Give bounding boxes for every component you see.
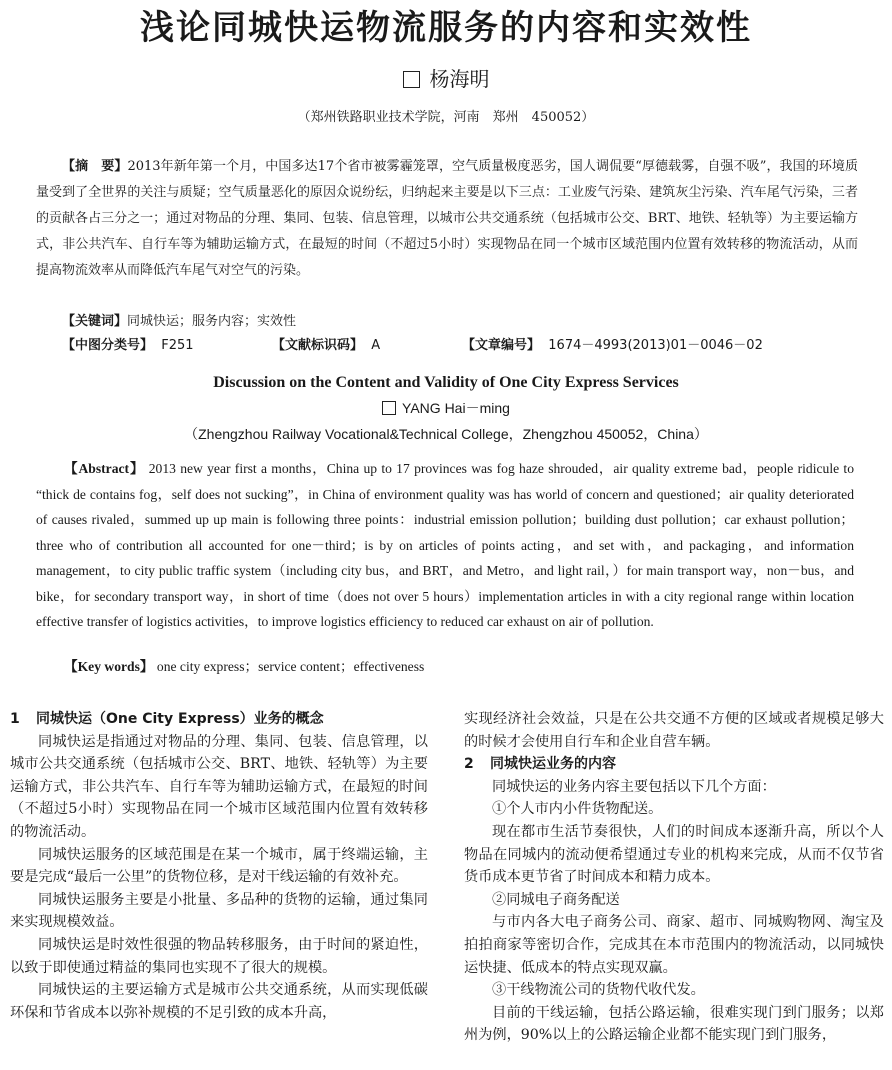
keywords-text: 同城快运；服务内容；实效性 [127,314,297,329]
english-affiliation: （Zhengzhou Railway Vocational&Technical College，Zhengzhou 450052，China） [184,426,708,442]
clc-label: 【中图分类号】 [62,338,154,353]
section-heading-2 [464,753,884,776]
affiliation: （郑州铁路职业技术学院，河南 郑州 450052） [297,110,595,125]
english-keywords-label: 【Key words】 [64,659,154,674]
author-line [0,66,892,92]
clc-value: F251 [161,338,194,353]
body-paragraph: 同城快运是指通过对物品的分理、集同、包装、信息管理，以城市公共交通系统（包括城市公交、BRT、地铁、轻轨等）为主要运输方式，非公共汽车、自行车等为辅助运输方式，在最短的时间（不超过5小时）实现物品在同一个城市区域范围内位置有效转移的物流活动。 [10,733,428,840]
list-item: ③干线物流公司的货物代收代发。 [492,982,705,999]
body-paragraph: 现在都市生活节奏很快，人们的时间成本逐渐升高，所以个人物品在同城内的流动便希望通过专业的机构来完成，从而不仅节省货币成本更节省了时间成本和精力成本。 [464,823,884,886]
doc-code-item [272,334,462,358]
article-no-item [462,334,763,358]
section-number: 1 [10,711,20,727]
article-no-value: 1674－4993(2013)01－0046－02 [548,338,763,353]
body-column-left [10,708,428,1024]
english-keywords-text: one city express；service content；effectiveness [156,659,425,674]
body-paragraph: 同城快运服务的区域范围是在某一个城市，属于终端运输，主要是完成“最后一公里”的货物位移，是对干线运输的有效补充。 [10,846,428,886]
doc-code-value: A [371,338,381,353]
keywords-label: 【关键词】 [62,314,128,329]
section-title: 同城快运（One City Express）业务的概念 [36,711,324,727]
body-column-right [464,708,884,1047]
section-number: 2 [464,756,474,773]
section-title: 同城快运业务的内容 [490,756,616,773]
article-title: 浅论同城快运物流服务的内容和实效性 [140,8,752,48]
abstract-label: 【摘 要】 [62,159,128,174]
english-keywords [64,656,424,678]
body-paragraph: 同城快运服务主要是小批量、多品种的货物的运输，通过集同来实现规模效益。 [10,891,428,931]
english-abstract-text: 2013 new year first a months，China up to 17 provinces was fog haze shrouded，air quality extreme bad，people ridicule to “thick de contains fog，self does not sucking”，in China of environment quality was has world of concern and questioned；air quality deteriorated of causes rivaled，summed up up main is following three points：industrial emission pollution；building dust pollution；car exhaust pollution；three who of contribution all accounted for one－third；is by on articles of points acting，and set with，and packaging，and information management，to city public traffic system（including city bus，and BRT，and Metro，and light rail，）for main transport way，non－bus，and bike，for secondary transport way，in short of time（does not over 5 hours）implementation articles in with a city regional range within location effective transfer of logistics activities，to improve logistics efficiency to reduced car exhaust on air of pollution. [36,461,854,629]
english-abstract-label: 【Abstract】 [64,461,145,476]
list-item: ①个人市内小件货物配送。 [492,801,663,818]
body-paragraph: 同城快运的主要运输方式是城市公共交通系统，从而实现低碳环保和节省成本以弥补规模的不足引致的成本升高， [10,982,428,1021]
body-paragraph: 与市内各大电子商务公司、商家、超市、同城购物网、淘宝及拍拍商家等密切合作，完成其在本市范围内的物流活动，以同城快运快捷、低成本的特点实现双赢。 [464,914,884,976]
chinese-keywords [62,310,296,334]
clc-item [62,334,272,358]
english-abstract [36,456,854,635]
author-box-icon [403,71,420,88]
chinese-abstract [36,154,858,284]
body-paragraph: 同城快运的业务内容主要包括以下几个方面： [492,778,776,795]
body-paragraph: 目前的干线运输，包括公路运输，很难实现门到门服务；以郑州为例，90%以上的公路运输企业都不能实现门到门服务， [464,1004,884,1044]
classification-row [62,334,862,358]
abstract-text: 2013年新年第一个月，中国多达17个省市被雾霾笼罩，空气质量极度恶劣，国人调侃要“厚德载雾，自强不吸”，我国的环境质量受到了全世界的关注与质疑；空气质量恶化的原因众说纷纭，归纳起来主要是以下三点：工业废气污染、建筑灰尘污染、汽车尾气污染，三者的贡献各占三分之一；通过对物品的分理、集同、包装、信息管理，以城市公共交通系统（包括城市公交、BRT、地铁、轻轨等）为主要运输方式，非公共汽车、自行车等为辅助运输方式，在最短的时间（不超过5小时）实现物品在同一个城市区域范围内位置有效转移的物流活动，从而提高物流效率从而降低汽车尾气对空气的污染。 [36,159,858,278]
author-name: 杨海明 [429,67,490,91]
section-heading-1 [10,708,428,731]
english-author: YANG Hai－ming [402,400,510,416]
english-author-line [0,398,892,418]
english-author-box-icon [382,401,396,415]
body-paragraph-continued: 实现经济社会效益，只是在公共交通不方便的区域或者规模足够大的时候才会使用自行车和企业自营车辆。 [464,711,884,750]
list-item: ②同城电子商务配送 [492,891,620,908]
doc-code-label: 【文献标识码】 [272,338,364,353]
english-title: Discussion on the Content and Validity of One City Express Services [213,374,679,391]
body-paragraph: 同城快运是时效性很强的物品转移服务，由于时间的紧迫性，以致于即使通过精益的集同也实现不了很大的规模。 [10,936,428,976]
article-no-label: 【文章编号】 [462,338,541,353]
